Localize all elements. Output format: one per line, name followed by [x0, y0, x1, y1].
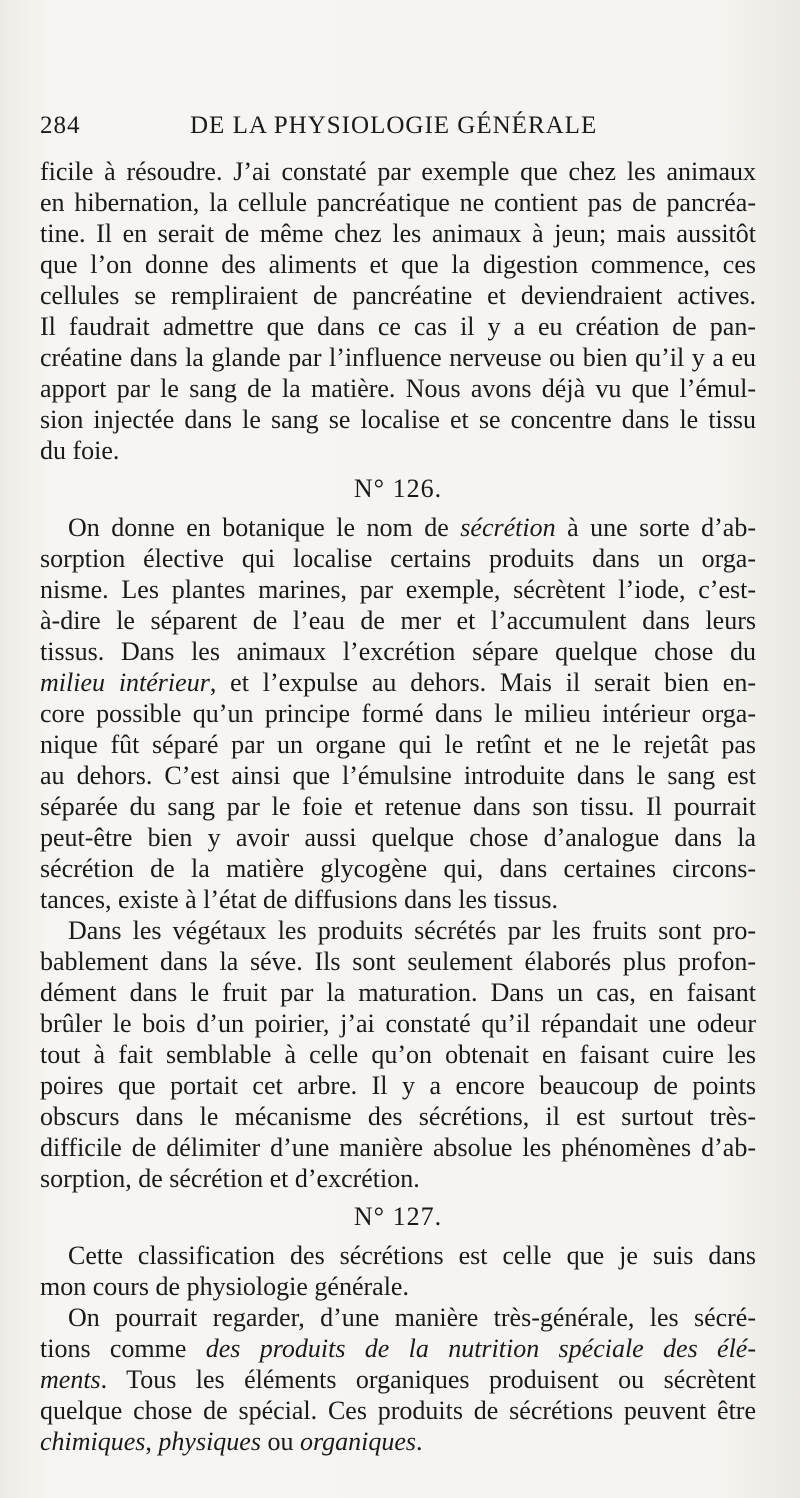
text-line: mon cours de physiologie générale.: [40, 1272, 409, 1301]
text-line: ficile à résoudre. J’ai constaté par exemple que chez les animaux: [40, 157, 756, 186]
text-run: ,: [145, 1427, 159, 1456]
text-line: [40, 512, 756, 543]
italic-term: milieu intérieur: [40, 668, 210, 697]
paragraph-nutrition: [40, 1302, 756, 1457]
text-line: apport par le sang de la matière. Nous avons déjà vu que l’émul-: [40, 374, 756, 403]
text-line: sorption élective qui localise certains produits dans un orga-: [40, 544, 756, 573]
text-line: Cette classification des sécrétions est celle que je suis dans: [68, 1241, 756, 1270]
text-line: obscurs dans le mécanisme des sécrétions, il est surtout très-: [40, 1102, 756, 1131]
italic-term: sécrétion: [460, 513, 556, 542]
text-line: du foie.: [40, 436, 120, 465]
section-number: N° 126.: [353, 474, 443, 503]
italic-term: organiques: [299, 1427, 417, 1456]
section-number: N° 127.: [353, 1202, 443, 1231]
paragraph-continuation: [40, 156, 756, 466]
text-line: à-dire le séparent de l’eau de mer et l’accumulent dans leurs: [40, 606, 756, 635]
text-line: sorption, de sécrétion et d’excrétion.: [40, 1164, 420, 1193]
italic-term: ments: [40, 1365, 101, 1394]
text-line: séparée du sang par le foie et retenue dans son tissu. Il pourrait: [40, 792, 756, 821]
page-header: [40, 112, 640, 142]
text-line: poires que portait cet arbre. Il y a encore beaucoup de points: [40, 1071, 756, 1100]
text-run: à une sorte d’ab-: [555, 513, 756, 542]
text-line: difficile de délimiter d’une manière absolue les phénomènes d’ab-: [40, 1133, 756, 1162]
text-line: quelque chose de spécial. Ces produits de sécrétions peuvent être: [40, 1396, 756, 1425]
text-line: [40, 1333, 756, 1364]
paragraph-secretion: [40, 512, 756, 915]
text-run: On donne en botanique le nom de: [68, 513, 461, 542]
text-run: ou: [260, 1427, 300, 1456]
running-title: DE LA PHYSIOLOGIE GÉNÉRALE: [190, 112, 598, 139]
text-line: tout à fait semblable à celle qu’on obtenait en faisant cuire les: [40, 1040, 756, 1069]
italic-term: physiques: [158, 1427, 261, 1456]
text-line: On pourrait regarder, d’une manière très-générale, les sécré-: [68, 1303, 756, 1332]
text-run: . Tous les éléments organiques produisent ou sécrètent: [100, 1365, 756, 1394]
italic-term: chimiques: [40, 1427, 146, 1456]
text-line: cellules se rempliraient de pancréatine et deviendraient actives.: [40, 281, 756, 310]
paragraph-vegetaux: [40, 915, 756, 1194]
text-line: nisme. Les plantes marines, par exemple, sécrètent l’iode, c’est-: [40, 575, 756, 604]
text-line: créatine dans la glande par l’influence nerveuse ou bien qu’il y a eu: [40, 343, 756, 372]
italic-term: des produits de la nutrition spéciale des élé-: [205, 1334, 756, 1363]
text-line: brûler le bois d’un poirier, j’ai constaté qu’il répandait une odeur: [40, 1009, 756, 1038]
text-line: nique fût séparé par un organe qui le retînt et ne le rejetât pas: [40, 730, 756, 759]
text-line: tine. Il en serait de même chez les animaux à jeun; mais aussitôt: [40, 219, 756, 248]
text-line: que l’on donne des aliments et que la digestion commence, ces: [40, 250, 756, 279]
text-line: tances, existe à l’état de diffusions dans les tissus.: [40, 885, 558, 914]
text-line: au dehors. C’est ainsi que l’émulsine introduite dans le sang est: [40, 761, 756, 790]
text-line: sécrétion de la matière glycogène qui, dans certaines circons-: [40, 854, 756, 883]
text-line: Dans les végétaux les produits sécrétés par les fruits sont pro-: [68, 916, 756, 945]
page-number: 284: [40, 112, 81, 139]
text-line: en hibernation, la cellule pancréatique ne contient pas de pancréa-: [40, 188, 756, 217]
text-line: sion injectée dans le sang se localise et se concentre dans le tissu: [40, 405, 756, 434]
text-line: Il faudrait admettre que dans ce cas il y a eu création de pan-: [40, 312, 756, 341]
body-text: [40, 156, 756, 1457]
text-run: tions comme: [40, 1334, 206, 1363]
text-line: peut-être bien y avoir aussi quelque chose d’analogue dans la: [40, 823, 756, 852]
text-line: bablement dans la séve. Ils sont seulement élaborés plus profon-: [40, 947, 756, 976]
text-line: [40, 667, 756, 698]
paragraph-classification: [40, 1240, 756, 1302]
section-heading-127: [40, 1194, 756, 1240]
section-heading-126: [40, 466, 756, 512]
text-line: tissus. Dans les animaux l’excrétion sépare quelque chose du: [40, 637, 756, 666]
text-line: dément dans le fruit par la maturation. Dans un cas, en faisant: [40, 978, 756, 1007]
text-line: [40, 1426, 756, 1457]
text-line: core possible qu’un principe formé dans le milieu intérieur orga-: [40, 699, 756, 728]
text-run: .: [416, 1427, 423, 1456]
text-run: , et l’expulse au dehors. Mais il serait bien en-: [209, 668, 756, 697]
text-line: [40, 1364, 756, 1395]
